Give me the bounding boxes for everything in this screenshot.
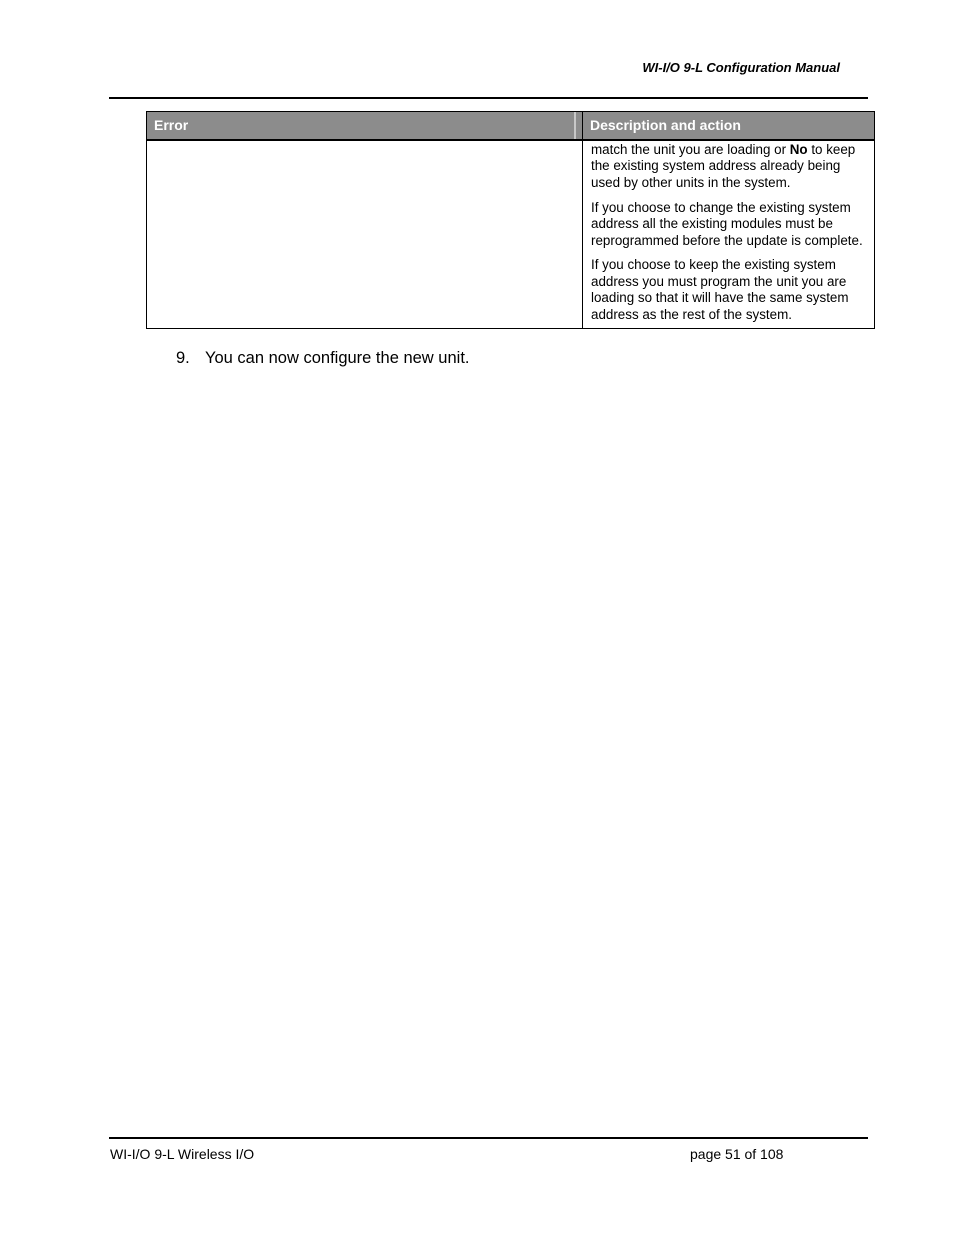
running-header-title: WI-I/O 9-L Configuration Manual [642,60,840,75]
description-cell [583,141,874,328]
header-rule [109,97,868,99]
description-p1-bold-no: No [789,142,808,157]
description-p1-end: to keep the existing system address already being used by other units in the system. [591,142,856,190]
description-paragraph-1 [591,142,868,191]
description-paragraph-2: If you choose to change the existing system address all the existing modules must be reprogrammed before the update is complete. [591,199,863,248]
table-header-row [147,112,874,141]
table-row [147,141,874,328]
step-number: 9. [176,349,190,367]
description-p1-start: match the unit you are loading or [591,142,790,157]
description-paragraph-3: If you choose to keep the existing system address you must program the unit you are loading so that it will have the same system address as the rest of the system. [591,257,849,322]
step-item [176,349,470,368]
column-header-description: Description and action [590,117,741,133]
error-cell [147,141,583,328]
footer-rule [109,1137,868,1139]
footer-document-name: WI-I/O 9-L Wireless I/O [110,1146,255,1162]
footer-page-number: page 51 of 108 [690,1146,784,1162]
error-table [146,111,875,329]
column-header-divider [576,112,583,139]
column-header-error: Error [147,112,576,139]
step-text: You can now configure the new unit. [205,349,470,367]
